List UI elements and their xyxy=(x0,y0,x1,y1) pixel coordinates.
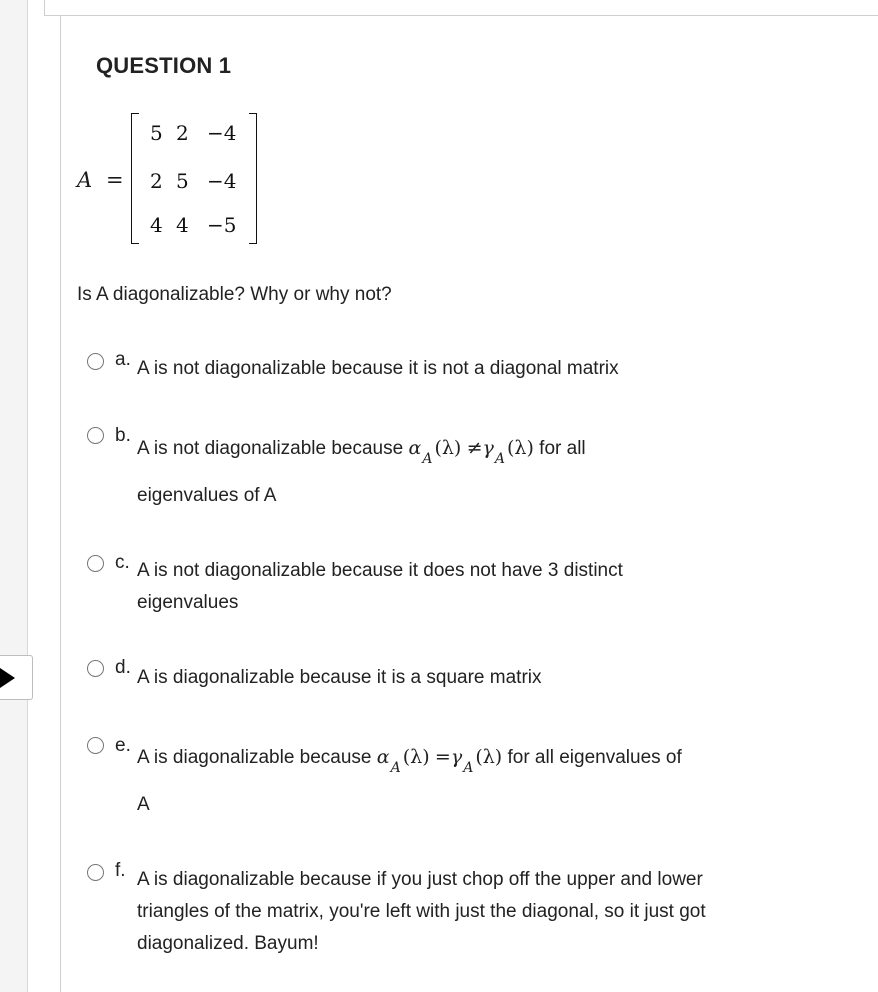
equals-sign: = xyxy=(106,168,124,192)
gamma-subscript: A xyxy=(494,451,506,467)
lambda-arg: (λ) xyxy=(402,746,430,768)
question-frame-top xyxy=(44,0,878,16)
option-e-text xyxy=(137,741,787,775)
question-frame-left xyxy=(60,16,61,992)
alpha-subscript: A xyxy=(390,760,401,776)
left-panel xyxy=(0,0,28,992)
option-f-line3: diagonalized. Bayum! xyxy=(137,933,319,954)
matrix-cell: 2 xyxy=(176,121,189,145)
matrix-cell: 5 xyxy=(176,169,189,193)
option-b-letter: b. xyxy=(115,425,131,446)
option-d-radio[interactable] xyxy=(87,660,104,677)
option-b-radio[interactable] xyxy=(87,427,104,444)
matrix-left-bracket xyxy=(131,113,139,244)
option-f-radio[interactable] xyxy=(87,864,104,881)
option-a-letter: a. xyxy=(115,349,131,370)
gamma-subscript: A xyxy=(463,760,474,776)
alpha-symbol: α xyxy=(408,437,422,459)
option-e-text-before: A is diagonalizable because xyxy=(137,747,372,768)
relation-symbol: ≠ xyxy=(466,437,483,459)
option-b-text-before: A is not diagonalizable because xyxy=(137,438,404,459)
option-c-line1: A is not diagonalizable because it does not have 3 distinct xyxy=(137,560,623,581)
option-f-letter: f. xyxy=(115,860,126,881)
option-b-text xyxy=(137,432,787,466)
alpha-subscript: A xyxy=(422,451,433,467)
option-e-radio[interactable] xyxy=(87,737,104,754)
option-a-text: A is not diagonalizable because it is not a diagonal matrix xyxy=(137,358,619,379)
option-b-line2: eigenvalues of A xyxy=(137,485,277,506)
gamma-symbol: γ xyxy=(450,746,463,768)
matrix-cell: −5 xyxy=(207,213,237,237)
option-c-line2: eigenvalues xyxy=(137,592,239,613)
matrix-cell: 4 xyxy=(150,213,163,237)
gamma-symbol: γ xyxy=(482,437,494,459)
question-prompt: Is A diagonalizable? Why or why not? xyxy=(77,284,392,305)
left-gutter xyxy=(28,0,45,992)
matrix-right-bracket xyxy=(249,113,257,244)
lambda-arg: (λ) xyxy=(434,437,462,459)
play-arrow-icon xyxy=(0,668,15,688)
option-a-radio[interactable] xyxy=(87,353,104,370)
lambda-arg: (λ) xyxy=(475,746,503,768)
option-e-line2: A xyxy=(137,794,150,815)
option-d-text: A is diagonalizable because it is a square matrix xyxy=(137,667,542,688)
lambda-arg: (λ) xyxy=(507,437,534,459)
question-title: QUESTION 1 xyxy=(96,53,232,78)
matrix-name: A xyxy=(77,168,93,192)
matrix-cell: 5 xyxy=(150,121,163,145)
option-c-radio[interactable] xyxy=(87,555,104,572)
option-e-letter: e. xyxy=(115,735,131,756)
option-b-text-after: for all xyxy=(539,438,586,459)
relation-symbol: = xyxy=(434,746,451,768)
question-nav-toggle[interactable] xyxy=(0,655,33,700)
option-d-letter: d. xyxy=(115,657,131,678)
matrix-cell: −4 xyxy=(207,169,237,193)
alpha-symbol: α xyxy=(376,746,390,768)
matrix-cell: 4 xyxy=(176,213,189,237)
option-f-line1: A is diagonalizable because if you just chop off the upper and lower xyxy=(137,869,703,890)
matrix-cell: 2 xyxy=(150,169,163,193)
matrix-cell: −4 xyxy=(207,121,237,145)
option-f-line2: triangles of the matrix, you're left with just the diagonal, so it just got xyxy=(137,901,706,922)
option-c-letter: c. xyxy=(115,552,130,573)
option-e-text-after: for all eigenvalues of xyxy=(507,747,682,768)
